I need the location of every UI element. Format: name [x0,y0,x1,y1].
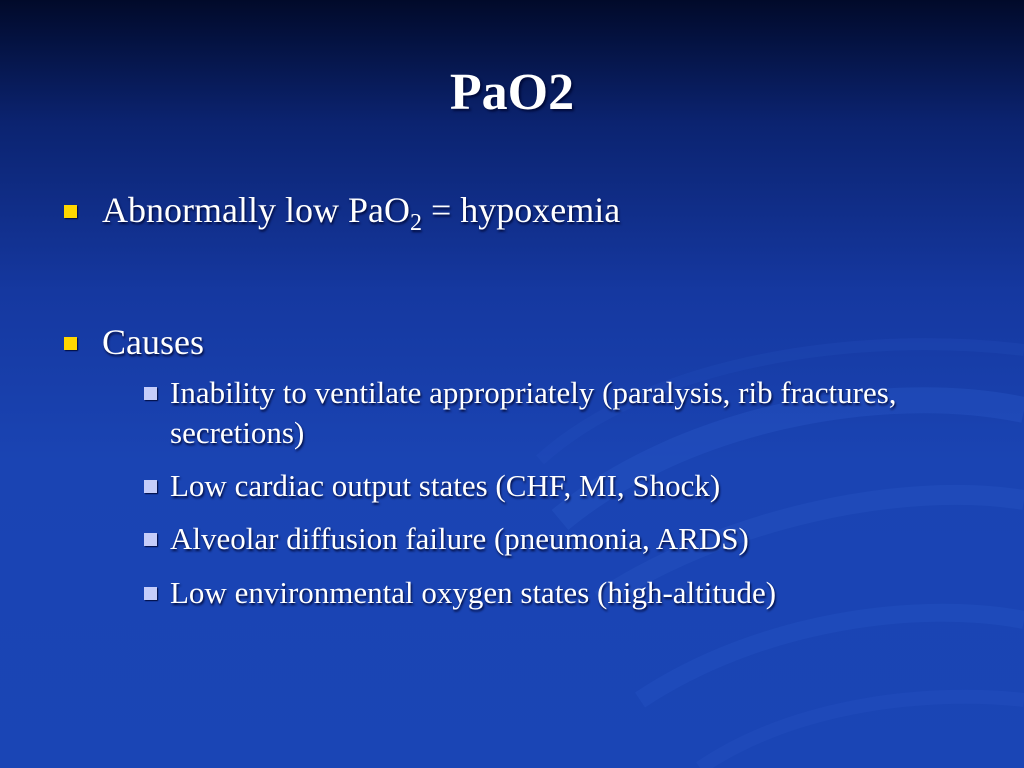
sub-bullet-text: Low environmental oxygen states (high-altitude) [170,574,777,610]
yellow-square-bullet-icon [64,205,77,218]
yellow-square-bullet-icon [64,337,77,350]
bullet-hypoxemia [62,190,982,238]
sub-bullet-text: Inability to ventilate appropriately (paralysis, rib fractures, secretions) [170,375,897,450]
bullet-hypoxemia-subscript: 2 [409,210,422,237]
sub-bullet-cardiac-output [144,466,982,505]
bullet-causes-label: Causes [102,321,204,362]
sub-bullet-text: Alveolar diffusion failure (pneumonia, ARDS) [170,521,749,557]
bullet-hypoxemia-suffix: = hypoxemia [421,190,621,230]
lavender-square-bullet-icon [144,587,157,600]
sub-bullet-alveolar-diffusion [144,519,982,558]
sub-bullet-ventilation [144,373,982,452]
lavender-square-bullet-icon [144,387,157,400]
sub-bullet-text: Low cardiac output states (CHF, MI, Shock) [170,467,721,503]
slide-title: PaO2 [449,64,575,121]
lavender-square-bullet-icon [144,533,157,546]
bullet-hypoxemia-prefix: Abnormally low PaO [102,190,410,230]
sub-bullet-environmental-oxygen [144,573,982,612]
bullet-causes [62,322,982,363]
lavender-square-bullet-icon [144,480,157,493]
bullet-list [62,190,982,626]
